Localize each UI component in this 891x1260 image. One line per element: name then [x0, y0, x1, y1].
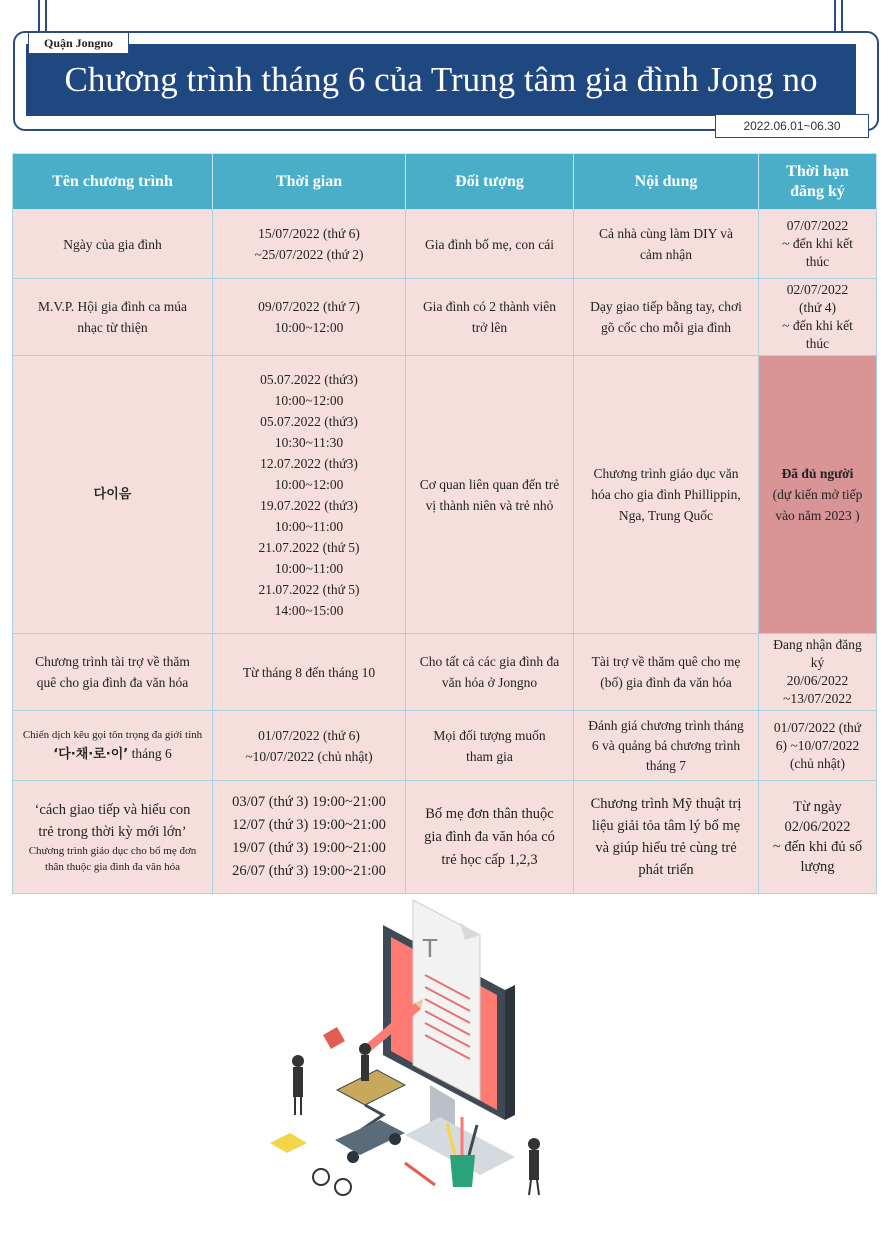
header-program-name: Tên chương trình — [13, 154, 213, 210]
cell-deadline: 02/07/2022 (thứ 4) ~ đến khi kết thúc — [759, 279, 877, 356]
table-row — [13, 356, 877, 634]
cell-content: Chương trình giáo dục văn hóa cho gia đình Phillippin, Nga, Trung Quốc — [574, 356, 759, 634]
program-name-suffix: tháng 6 — [128, 745, 172, 761]
cell-time: 09/07/2022 (thứ 7) 10:00~12:00 — [213, 279, 406, 356]
table-row — [13, 711, 877, 781]
header-content: Nội dung — [574, 154, 759, 210]
cell-content: Cả nhà cùng làm DIY và cảm nhận — [574, 210, 759, 279]
table-row — [13, 279, 877, 356]
page-title: Chương trình tháng 6 của Trung tâm gia đình Jong no — [64, 60, 818, 99]
cell-time: Từ tháng 8 đến tháng 10 — [213, 634, 406, 711]
table-row — [13, 210, 877, 279]
program-subtitle: Chương trình giáo dục cho bố mẹ đơn thân thuộc gia đình đa văn hóa — [28, 845, 197, 873]
cell-time: 01/07/2022 (thứ 6) ~10/07/2022 (chủ nhật) — [213, 711, 406, 781]
cell-program-name: 다이음 — [13, 356, 213, 634]
header-time: Thời gian — [213, 154, 406, 210]
cell-program-name — [13, 781, 213, 894]
cell-content: Chương trình Mỹ thuật trị liệu giải tỏa tâm lý bố mẹ và giúp hiểu trẻ cùng trẻ phát triển — [574, 781, 759, 894]
header-target: Đối tượng — [406, 154, 574, 210]
document-letter: T — [422, 933, 438, 963]
cell-time: 15/07/2022 (thứ 6) ~25/07/2022 (thứ 2) — [213, 210, 406, 279]
cell-content: Đánh giá chương trình tháng 6 và quảng bá chương trình tháng 7 — [574, 711, 759, 781]
cell-program-name: M.V.P. Hội gia đình ca múa nhạc từ thiện — [13, 279, 213, 356]
program-subtitle: Chiến dịch kêu gọi tôn trọng đa giới tính — [22, 728, 203, 741]
table-row — [13, 781, 877, 894]
deadline-note: (dự kiến mở tiếp vào năm 2023 ) — [772, 487, 863, 523]
district-label: Quận Jongno — [28, 32, 129, 54]
cell-deadline — [759, 356, 877, 634]
date-range-label: 2022.06.01~06.30 — [715, 114, 869, 138]
program-korean-name: ‘다·채·로·이’ — [53, 746, 129, 762]
program-table — [12, 153, 877, 894]
status-full-label: Đã đủ người — [781, 466, 854, 481]
table-row — [13, 634, 877, 711]
cell-target: Cho tất cả các gia đình đa văn hóa ở Jongno — [406, 634, 574, 711]
cell-program-name: Ngày của gia đình — [13, 210, 213, 279]
cell-content: Dạy giao tiếp bằng tay, chơi gõ cốc cho mỗi gia đình — [574, 279, 759, 356]
cell-target: Cơ quan liên quan đến trẻ vị thành niên và trẻ nhỏ — [406, 356, 574, 634]
cell-time: 03/07 (thứ 3) 19:00~21:00 12/07 (thứ 3) 19:00~21:00 19/07 (thứ 3) 19:00~21:00 26/07 (thứ 3) 19:00~21:00 — [213, 781, 406, 894]
table-header-row — [13, 154, 877, 210]
program-title: ‘cách giao tiếp và hiểu con trẻ trong thời kỳ mới lớn’ — [34, 802, 191, 840]
cell-deadline: 01/07/2022 (thứ 6) ~10/07/2022 (chủ nhật) — [759, 711, 877, 781]
cell-deadline: Đang nhận đăng ký 20/06/2022 ~13/07/2022 — [759, 634, 877, 711]
computer-document-illustration-icon — [265, 895, 565, 1225]
cell-target: Mọi đối tượng muốn tham gia — [406, 711, 574, 781]
cell-content: Tài trợ về thăm quê cho mẹ (bố) gia đình đa văn hóa — [574, 634, 759, 711]
cell-program-name — [13, 711, 213, 781]
cell-deadline: 07/07/2022 ~ đến khi kết thúc — [759, 210, 877, 279]
cell-target: Bố mẹ đơn thân thuộc gia đình đa văn hóa có trẻ học cấp 1,2,3 — [406, 781, 574, 894]
header-deadline: Thời hạn đăng ký — [759, 154, 877, 210]
cell-time: 05.07.2022 (thứ3) 10:00~12:00 05.07.2022 (thứ3) 10:30~11:30 12.07.2022 (thứ3) 10:00~12:00 19.07.2022 (thứ3) 10:00~11:00 21.07.2022 (thứ 5) 10:00~11:00 21.07.2022 (thứ 5) 14:00~15:00 — [213, 356, 406, 634]
cell-program-name: Chương trình tài trợ về thăm quê cho gia đình đa văn hóa — [13, 634, 213, 711]
cell-target: Gia đình bố mẹ, con cái — [406, 210, 574, 279]
cell-target: Gia đình có 2 thành viên trở lên — [406, 279, 574, 356]
cell-deadline: Từ ngày 02/06/2022 ~ đến khi đủ số lượng — [759, 781, 877, 894]
